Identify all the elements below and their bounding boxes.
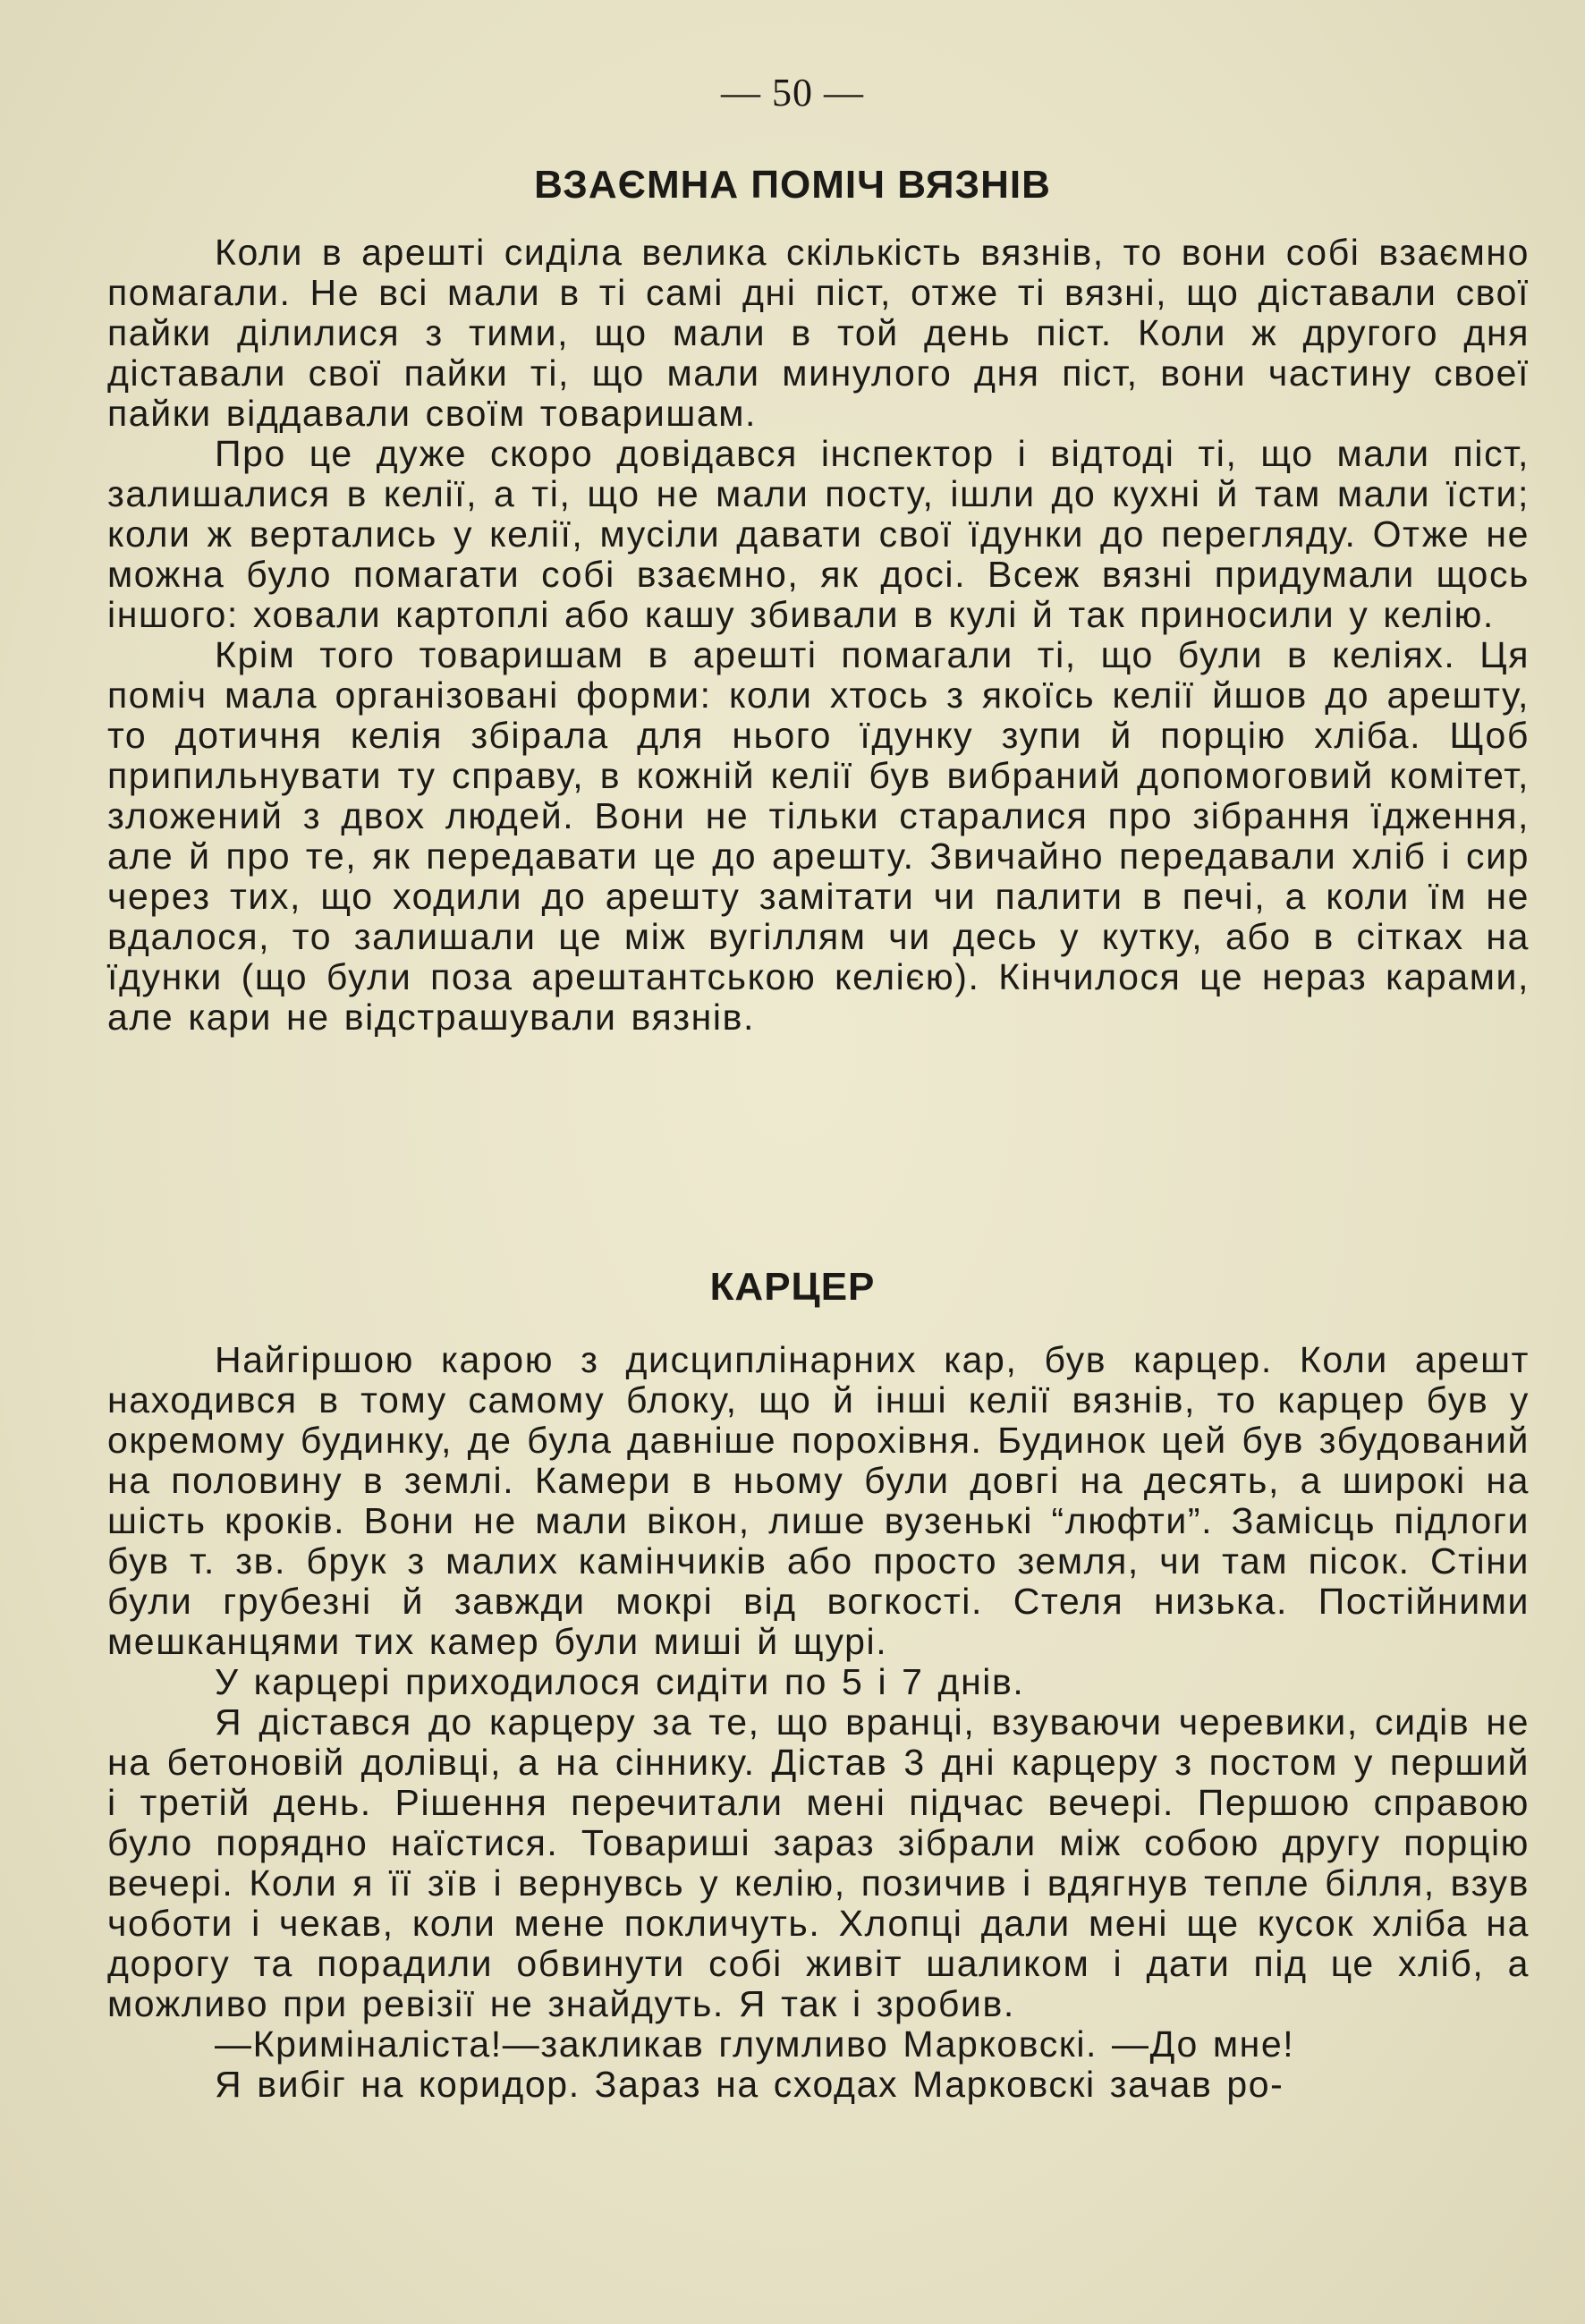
section-title-karcer: КАРЦЕР (709, 1265, 876, 1309)
paragraph: Коли в арешті сиділа велика скількість вязнів, то вони собі взаємно помагали. Не всі мали в ті самі дні піст, отже ті вязні, що діставали свої пайки ділилися з тими, що мали в той день піст. Коли ж другого дня діставали свої пайки ті, що мали минулого дня піст, вони частину своеї пайки віддавали своїм товаришам. (107, 232, 1530, 434)
paragraph: Про це дуже скоро довідався інспектор і відтоді ті, що мали піст, залишалися в келії, а ті, що не мали посту, ішли до кухні й там мали їсти; коли ж вертались у келії, мусіли давати свої їдунки до перегляду. Отже не можна було помагати собі взаємно, як досі. Всеж вязні придумали щось іншого: ховали картоплі або кашу збивали в кулі й так приносили у келію. (107, 433, 1530, 635)
paragraph: Крім того товаришам в арешті помагали ті, що були в келіях. Ця поміч мала організовані форми: коли хтось з якоїсь келії йшов до арешту, то дотичня келія збірала для нього їдунку зупи й порцію хліба. Щоб припильнувати ту справу, в кожній келії був вибраний допомоговий комітет, зложений з двох людей. Вони не тільки старалися про зібрання їдження, але й про те, як передавати це до арешту. Звичайно передавали хліб і сир через тих, що ходили до арешту замітати чи палити в печі, а коли їм не вдалося, то залишали це між вугіллям чи десь у кутку, або в сітках на їдунки (що були поза арештантською келією). Кінчилося це нераз карами, але кари не відстрашували вязнів. (107, 634, 1530, 1038)
paragraph: У карцері приходилося сидіти по 5 і 7 днів. (215, 1661, 1025, 1702)
page-number: — 50 — (721, 71, 864, 115)
paragraph: Я дістався до карцеру за те, що вранці, взуваючи черевики, сидів не на бетоновій долівці, а на сіннику. Дістав 3 дні карцеру з постом у перший і третій день. Рішення перечитали мені підчас вечері. Першою справою було порядно наїстися. Товариші зараз зібрали між собою другу порцію вечері. Коли я її зїв і вернувсь у келію, позичив і вдягнув тепле білля, взув чоботи і чекав, коли мене покличуть. Хлопці дали мені ще кусок хліба на дорогу та порадили обвинути собі живіт шаликом і дати під це хліб, а можливо при ревізії не знайдуть. Я так і зробив. (107, 1701, 1530, 2024)
paragraph: —Криміналіста!—закликав глумливо Марковскі. —До мне! (215, 2023, 1295, 2065)
section-body-karcer (107, 1340, 1530, 2105)
section-title-mutual-aid: ВЗАЄМНА ПОМІЧ ВЯЗНІВ (534, 163, 1051, 207)
section-body-mutual-aid (107, 233, 1530, 1038)
paragraph: Найгіршою карою з дисциплінарних кар, був карцер. Коли арешт находився в тому самому блоку, що й інші келії вязнів, то карцер був у окремому будинку, де була давніше порохівня. Будинок цей був збудований на половину в землі. Камери в ньому були довгі на десять, а широкі на шість кроків. Вони не мали вікон, лише вузенькі “люфти”. Замісць підлоги був т. зв. брук з малих камінчиків або просто земля, чи там пісок. Стіни були грубезні й завжди мокрі від вогкості. Стеля низька. Постійними мешканцями тих камер були миші й щурі. (107, 1339, 1530, 1662)
paragraph: Я вибіг на коридор. Зараз на сходах Марковскі зачав ро- (215, 2064, 1284, 2105)
